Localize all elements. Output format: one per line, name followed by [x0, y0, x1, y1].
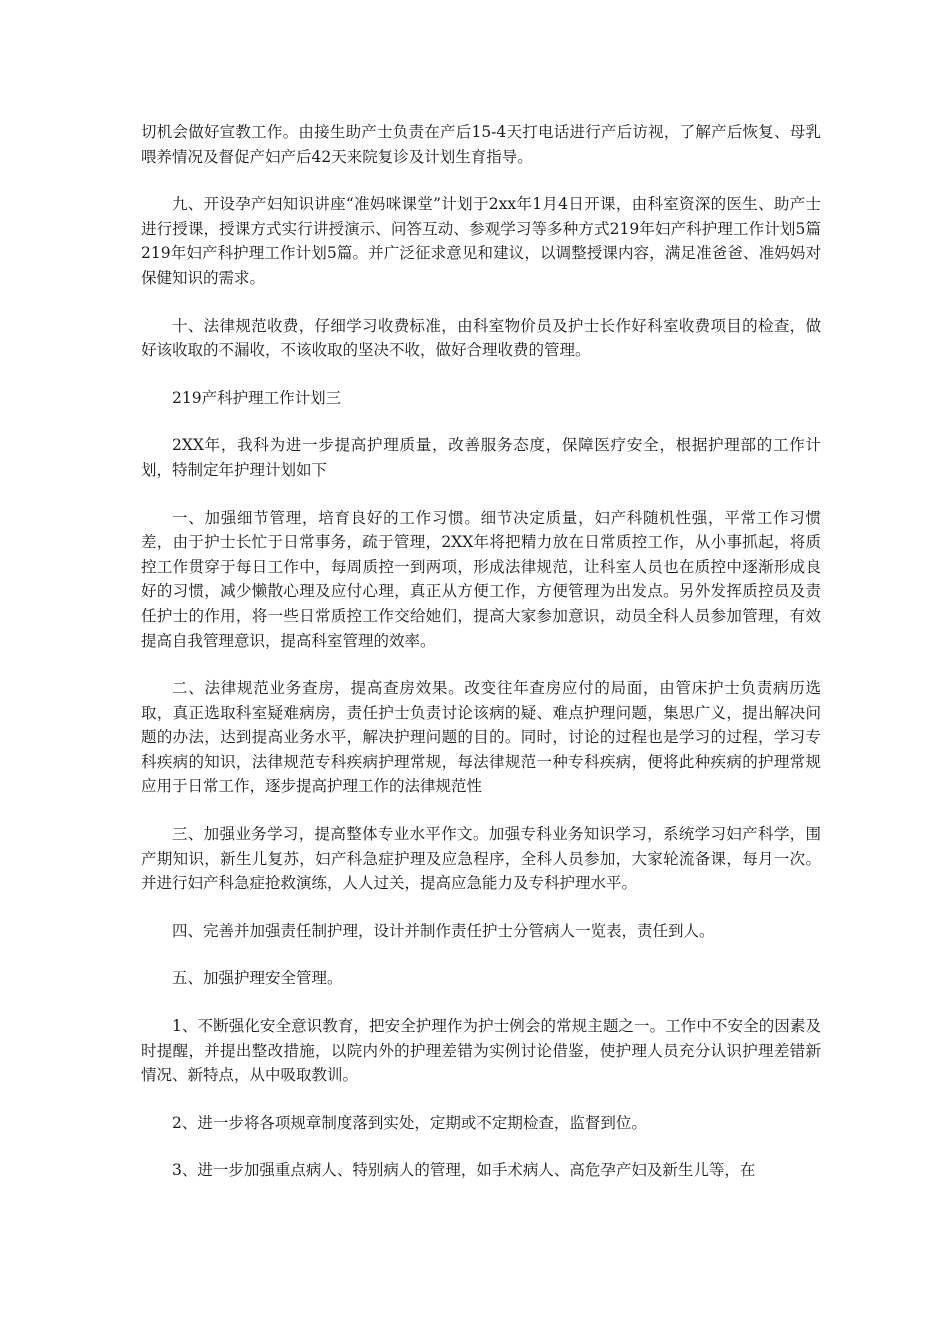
- paragraph-item-4: 四、完善并加强责任制护理，设计并制作责任护士分管病人一览表，责任到人。: [172, 921, 715, 940]
- paragraph-item-10: 十、法律规范收费，仔细学习收费标准，由科室物价员及护士长作好科室收费项目的检查，做好该收取的不漏收，不该收取的坚决不收，做好合理收费的管理。: [141, 316, 821, 360]
- paragraph-item-2: 二、法律规范业务查房，提高查房效果。改变往年查房应付的局面，由管床护士负责病历选取，真正选取科室疑难病房，责任护士负责讨论该病的疑、难点护理问题，集思广义，提出解决问题的办法，达到提高业务水平，解决护理问题的目的。同时，讨论的过程也是学习的过程，学习专科疾病的知识，法律规范专科疾病护理常规，每法律规范一种专科疾病，便将此种疾病的护理常规应用于日常工作，逐步提高护理工作的法律规范性: [141, 679, 821, 796]
- paragraph-subitem-1: 1、不断强化安全意识教育，把安全护理作为护士例会的常规主题之一。工作中不安全的因素及时提醒，并提出整改措施，以院内外的护理差错为实例讨论借鉴，使护理人员充分认识护理差错新情况、新特点，从中吸取教训。: [141, 1017, 821, 1085]
- paragraph-subitem-3: 3、进一步加强重点病人、特别病人的管理，如手术病人、高危孕产妇及新生儿等，在: [172, 1161, 756, 1180]
- paragraph-continuation: 切机会做好宣教工作。由接生助产士负责在产后15-4天打电话进行产后访视，了解产后恢复、母乳喂养情况及督促产妇产后42天来院复诊及计划生育指导。: [141, 123, 821, 166]
- paragraph-item-5: 五、加强护理安全管理。: [172, 969, 343, 988]
- paragraph-item-1: 一、加强细节管理，培育良好的工作习惯。细节决定质量，妇产科随机性强，平常工作习惯差，由于护士长忙于日常事务，疏于管理，2XX年将把精力放在日常质控工作，从小事抓起，将质控工作贯穿于每日工作中，每周质控一到两项，形成法律规范，让科室人员也在质控中逐渐形成良好的习惯，减少懒散心理及应付心理，真正从方便工作，方便管理为出发点。另外发挥质控员及责任护士的作用，将一些日常质控工作交给她们，提高大家参加意识，动员全科人员参加管理，有效提高自我管理意识，提高科室管理的效率。: [141, 508, 821, 650]
- paragraph-intro: 2XX年，我科为进一步提高护理质量，改善服务态度，保障医疗安全，根据护理部的工作计划，特制定年护理计划如下: [141, 436, 821, 479]
- section-heading: 219产科护理工作计划三: [172, 388, 342, 407]
- paragraph-item-9: 九、开设孕产妇知识讲座“准妈咪课堂”计划于2xx年1月4日开课，由科室资深的医生、助产士进行授课，授课方式实行讲授演示、问答互动、参观学习等多种方式219年妇产科护理工作计划5篇219年妇产科护理工作计划5篇。并广泛征求意见和建议，以调整授课内容，满足准爸爸、准妈妈对保健知识的需求。: [141, 195, 821, 287]
- paragraph-subitem-2: 2、进一步将各项规章制度落到实处，定期或不定期检查，监督到位。: [172, 1113, 647, 1132]
- paragraph-item-3: 三、加强业务学习，提高整体专业水平作文。加强专科业务知识学习，系统学习妇产科学，围产期知识，新生儿复苏，妇产科急症护理及应急程序，全科人员参加，大家轮流备课，每月一次。并进行妇产科急症抢救演练，人人过关，提高应急能力及专科护理水平。: [141, 825, 821, 893]
- document-body: [141, 120, 821, 1206]
